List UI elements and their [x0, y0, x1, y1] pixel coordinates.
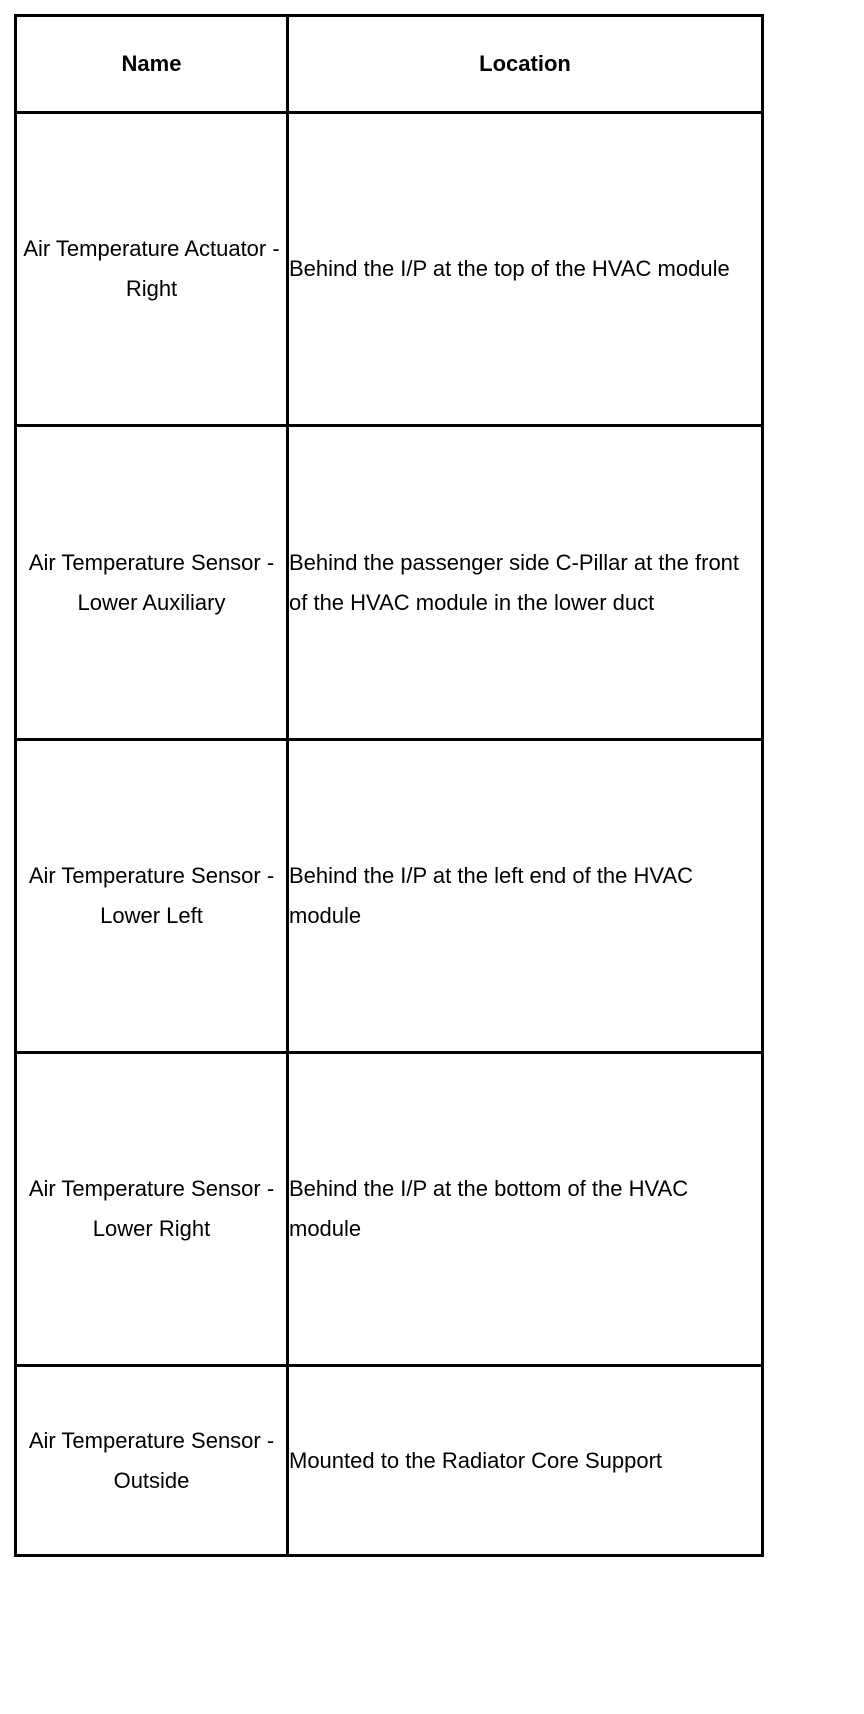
table-row	[16, 113, 763, 426]
component-location-cell: Behind the I/P at the bottom of the HVAC module	[288, 1053, 763, 1366]
column-header-name: Name	[16, 16, 288, 113]
component-name-cell: Air Temperature Actuator - Right	[16, 113, 288, 426]
component-name-cell: Air Temperature Sensor - Lower Right	[16, 1053, 288, 1366]
table-row	[16, 740, 763, 1053]
component-name-cell: Air Temperature Sensor - Lower Left	[16, 740, 288, 1053]
component-name-cell: Air Temperature Sensor - Outside	[16, 1366, 288, 1556]
component-location-cell: Mounted to the Radiator Core Support	[288, 1366, 763, 1556]
component-name-cell: Air Temperature Sensor - Lower Auxiliary	[16, 426, 288, 740]
component-location-cell: Behind the I/P at the left end of the HVAC module	[288, 740, 763, 1053]
component-location-table	[14, 14, 764, 1557]
column-header-location: Location	[288, 16, 763, 113]
component-location-cell: Behind the passenger side C-Pillar at the front of the HVAC module in the lower duct	[288, 426, 763, 740]
table-row	[16, 426, 763, 740]
table-row	[16, 1366, 763, 1556]
component-location-cell: Behind the I/P at the top of the HVAC module	[288, 113, 763, 426]
table-row	[16, 1053, 763, 1366]
header-row	[16, 16, 763, 113]
